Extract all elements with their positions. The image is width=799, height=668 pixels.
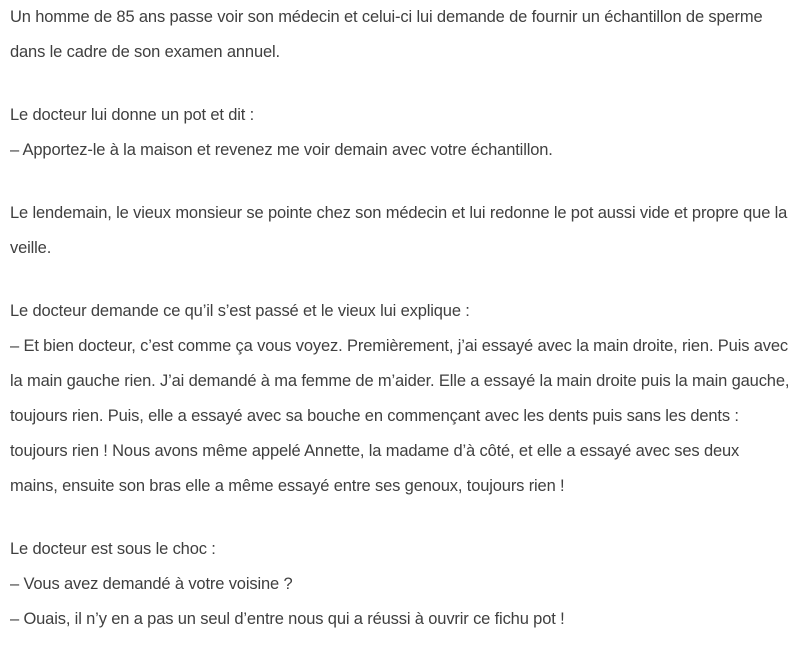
paragraph [10,0,790,70]
text-line: Le docteur lui donne un pot et dit : [10,106,255,124]
text-line: Le docteur demande ce qu’il s’est passé et le vieux lui explique : [10,302,470,320]
text-line-dialogue: – Et bien docteur, c’est comme ça vous voyez. Premièrement, j’ai essayé avec la main droite, rien. Puis avec la main gauche rien. J’ai demandé à ma femme de m’aider. Elle a essayé la main droite puis la main gauche, toujours rien. Puis, elle a essayé avec sa bouche en commençant avec les dents puis sans les dents : toujours rien ! Nous avons même appelé Annette, la madame d’à côté, et elle a essayé avec ses deux mains, ensuite son bras elle a même essayé entre ses genoux, toujours rien ! [10,337,790,495]
text-line-dialogue: – Apportez-le à la maison et revenez me voir demain avec votre échantillon. [10,141,553,159]
paragraph [10,294,790,504]
text-line: Le docteur est sous le choc : [10,540,216,558]
text-line: Le lendemain, le vieux monsieur se pointe chez son médecin et lui redonne le pot aussi vide et propre que la veille. [10,204,788,257]
text-line: Un homme de 85 ans passe voir son médecin et celui-ci lui demande de fournir un échantillon de sperme dans le cadre de son examen annuel. [10,8,763,61]
paragraph [10,532,790,637]
text-line-dialogue: – Ouais, il n’y en a pas un seul d’entre nous qui a réussi à ouvrir ce fichu pot ! [10,610,565,628]
paragraph [10,196,790,266]
text-line-dialogue: – Vous avez demandé à votre voisine ? [10,575,293,593]
paragraph [10,98,790,168]
